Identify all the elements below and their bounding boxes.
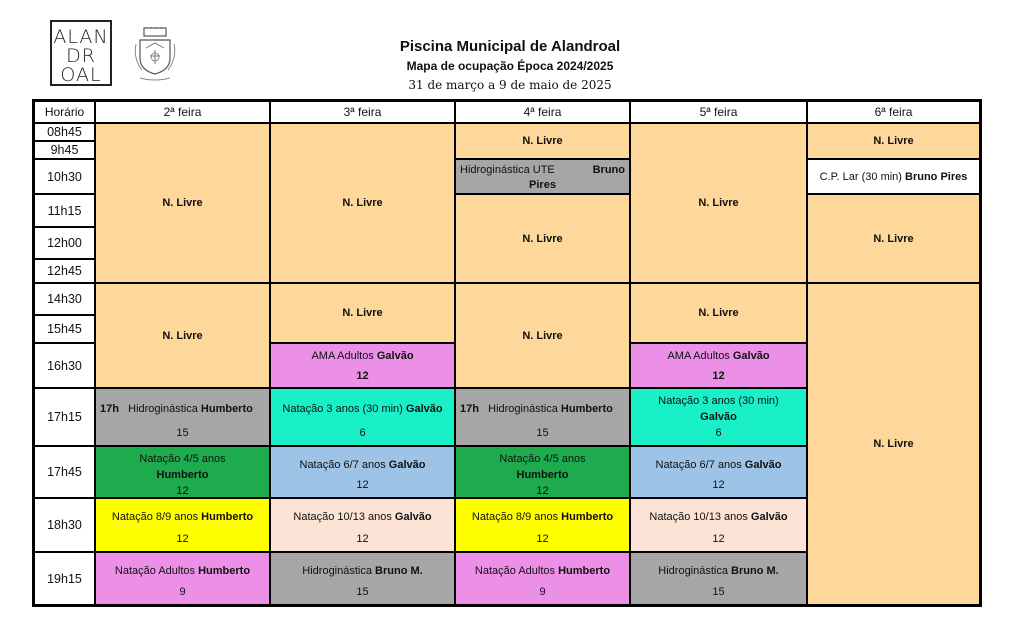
slot-label: Hidroginástica: [128, 403, 198, 415]
slot-label: AMA Adultos: [667, 350, 730, 362]
page-subtitle: Mapa de ocupação Época 2024/2025: [406, 59, 614, 73]
time-slot: 12h45: [34, 259, 95, 283]
header-wednesday: 4ª feira: [455, 101, 630, 123]
slot-natacao-3: [630, 388, 807, 446]
slot-natacao-10-13: [630, 498, 807, 552]
slot-label: Natação 8/9 anos: [471, 511, 559, 523]
slot-count: 15: [536, 427, 549, 439]
slot-label: Natação 4/5 anos: [499, 453, 586, 465]
slot-label: Hidroginástica: [658, 565, 728, 577]
slot-label: Hidroginástica: [488, 403, 558, 415]
slot-label: Natação 8/9 anos: [111, 511, 199, 523]
slot-label: Natação 6/7 anos: [655, 459, 742, 471]
slot-instructor: Humberto: [560, 403, 613, 415]
slot-label: Natação 10/13 anos: [649, 511, 748, 523]
slot-cp-lar: [807, 159, 980, 194]
time-slot: 19h15: [34, 552, 95, 605]
slot-count: 12: [712, 479, 725, 491]
slot-label: Natação Adultos: [114, 565, 196, 577]
slot-ama-adultos: [270, 343, 455, 388]
time-slot: 10h30: [34, 159, 95, 194]
time-slot: 9h45: [34, 141, 95, 159]
slot-hidroginastica: [95, 388, 270, 446]
slot-instructor: Bruno M.: [375, 565, 423, 577]
slot-label: C.P. Lar (30 min): [819, 170, 902, 183]
slot-instructor: Humberto: [201, 511, 254, 523]
slot-prefix: 17h: [460, 403, 479, 415]
slot-natacao-adultos: [95, 552, 270, 605]
slot-natacao-4-5: [455, 446, 630, 498]
slot-instructor: Humberto: [558, 565, 611, 577]
slot-label: Natação Adultos: [474, 565, 556, 577]
slot-count: 12: [176, 485, 189, 497]
slot-free: N. Livre: [630, 123, 807, 283]
time-slot: 18h30: [34, 498, 95, 552]
slot-instructor: Bruno Pires: [905, 170, 968, 183]
slot-count: 12: [712, 370, 725, 382]
logo-line-1: ALAN: [53, 26, 109, 48]
slot-label: Natação 6/7 anos: [299, 459, 386, 471]
slot-count: 15: [712, 586, 725, 598]
slot-instructor: Galvão: [744, 459, 782, 471]
slot-instructor: Humberto: [516, 469, 569, 481]
time-slot: 11h15: [34, 194, 95, 227]
slot-label: Natação 3 anos (30 min): [658, 395, 779, 407]
slot-natacao-3: [270, 388, 455, 446]
slot-ama-adultos: [630, 343, 807, 388]
slot-count: 12: [536, 485, 549, 497]
slot-hidroginastica: [630, 552, 807, 605]
header-horario: Horário: [34, 101, 95, 123]
slot-free: N. Livre: [95, 283, 270, 388]
slot-label: AMA Adultos: [311, 350, 374, 362]
slot-count: 9: [539, 586, 546, 598]
slot-hidroginastica: [455, 388, 630, 446]
date-range: 31 de março a 9 de maio de 2025: [408, 78, 612, 92]
header-monday: 2ª feira: [95, 101, 270, 123]
slot-instructor: Galvão: [750, 511, 788, 523]
slot-label: Natação 10/13 anos: [293, 511, 392, 523]
slot-natacao-4-5: [95, 446, 270, 498]
slot-count: 12: [536, 533, 549, 545]
slot-count: 15: [176, 427, 189, 439]
slot-label: Hidroginástica UTE: [460, 164, 555, 176]
slot-hidroginastica-ute: [455, 159, 630, 194]
slot-count: 12: [176, 533, 189, 545]
slot-count: 6: [359, 427, 366, 439]
page-title: Piscina Municipal de Alandroal: [399, 38, 621, 55]
slot-instructor: Galvão: [732, 350, 770, 362]
time-slot: 15h45: [34, 315, 95, 343]
slot-instructor: Humberto: [198, 565, 251, 577]
header-tuesday: 3ª feira: [270, 101, 455, 123]
time-slot: 17h15: [34, 388, 95, 446]
slot-natacao-6-7: [630, 446, 807, 498]
slot-instructor: Galvão: [388, 459, 426, 471]
slot-count: 12: [712, 533, 725, 545]
time-slot: 14h30: [34, 283, 95, 315]
slot-free: N. Livre: [630, 283, 807, 343]
slot-count: 12: [356, 479, 369, 491]
slot-count: 12: [356, 370, 369, 382]
slot-free: N. Livre: [455, 123, 630, 159]
slot-instructor: Galvão: [700, 411, 737, 423]
logo-line-3: OAL: [60, 64, 102, 86]
slot-instructor: Galvão: [394, 511, 432, 523]
slot-free: N. Livre: [455, 194, 630, 283]
slot-hidroginastica: [270, 552, 455, 605]
slot-free: N. Livre: [455, 283, 630, 388]
time-slot: 16h30: [34, 343, 95, 388]
slot-instructor: Galvão: [405, 403, 443, 415]
slot-count: 12: [356, 533, 369, 545]
slot-free: N. Livre: [95, 123, 270, 283]
slot-count: 15: [356, 586, 369, 598]
slot-free: N. Livre: [807, 123, 980, 159]
slot-natacao-6-7: [270, 446, 455, 498]
slot-instructor-surname: Pires: [529, 179, 556, 191]
schedule-grid: [32, 99, 982, 607]
slot-instructor: Bruno: [592, 164, 625, 176]
time-slot: 08h45: [34, 123, 95, 141]
time-slot: 12h00: [34, 227, 95, 259]
alandroal-logo: [50, 20, 112, 86]
slot-instructor: Humberto: [561, 511, 614, 523]
slot-instructor: Humberto: [156, 469, 209, 481]
slot-instructor: Humberto: [200, 403, 253, 415]
slot-instructor: Bruno M.: [731, 565, 779, 577]
slot-count: 9: [179, 586, 186, 598]
slot-count: 6: [715, 427, 722, 439]
slot-free: N. Livre: [807, 194, 980, 283]
slot-instructor: Galvão: [376, 350, 414, 362]
municipal-coat-of-arms-icon: [132, 26, 178, 82]
slot-natacao-8-9: [95, 498, 270, 552]
slot-natacao-10-13: [270, 498, 455, 552]
slot-label: Hidroginástica: [302, 565, 372, 577]
slot-natacao-adultos: [455, 552, 630, 605]
header-thursday: 5ª feira: [630, 101, 807, 123]
header-friday: 6ª feira: [807, 101, 980, 123]
slot-free: N. Livre: [270, 123, 455, 283]
slot-natacao-8-9: [455, 498, 630, 552]
slot-free: N. Livre: [270, 283, 455, 343]
slot-label: Natação 4/5 anos: [139, 453, 226, 465]
slot-free: N. Livre: [807, 283, 980, 605]
slot-prefix: 17h: [100, 403, 119, 415]
logo-line-2: DR: [66, 45, 96, 67]
time-slot: 17h45: [34, 446, 95, 498]
slot-label: Natação 3 anos (30 min): [282, 403, 403, 415]
